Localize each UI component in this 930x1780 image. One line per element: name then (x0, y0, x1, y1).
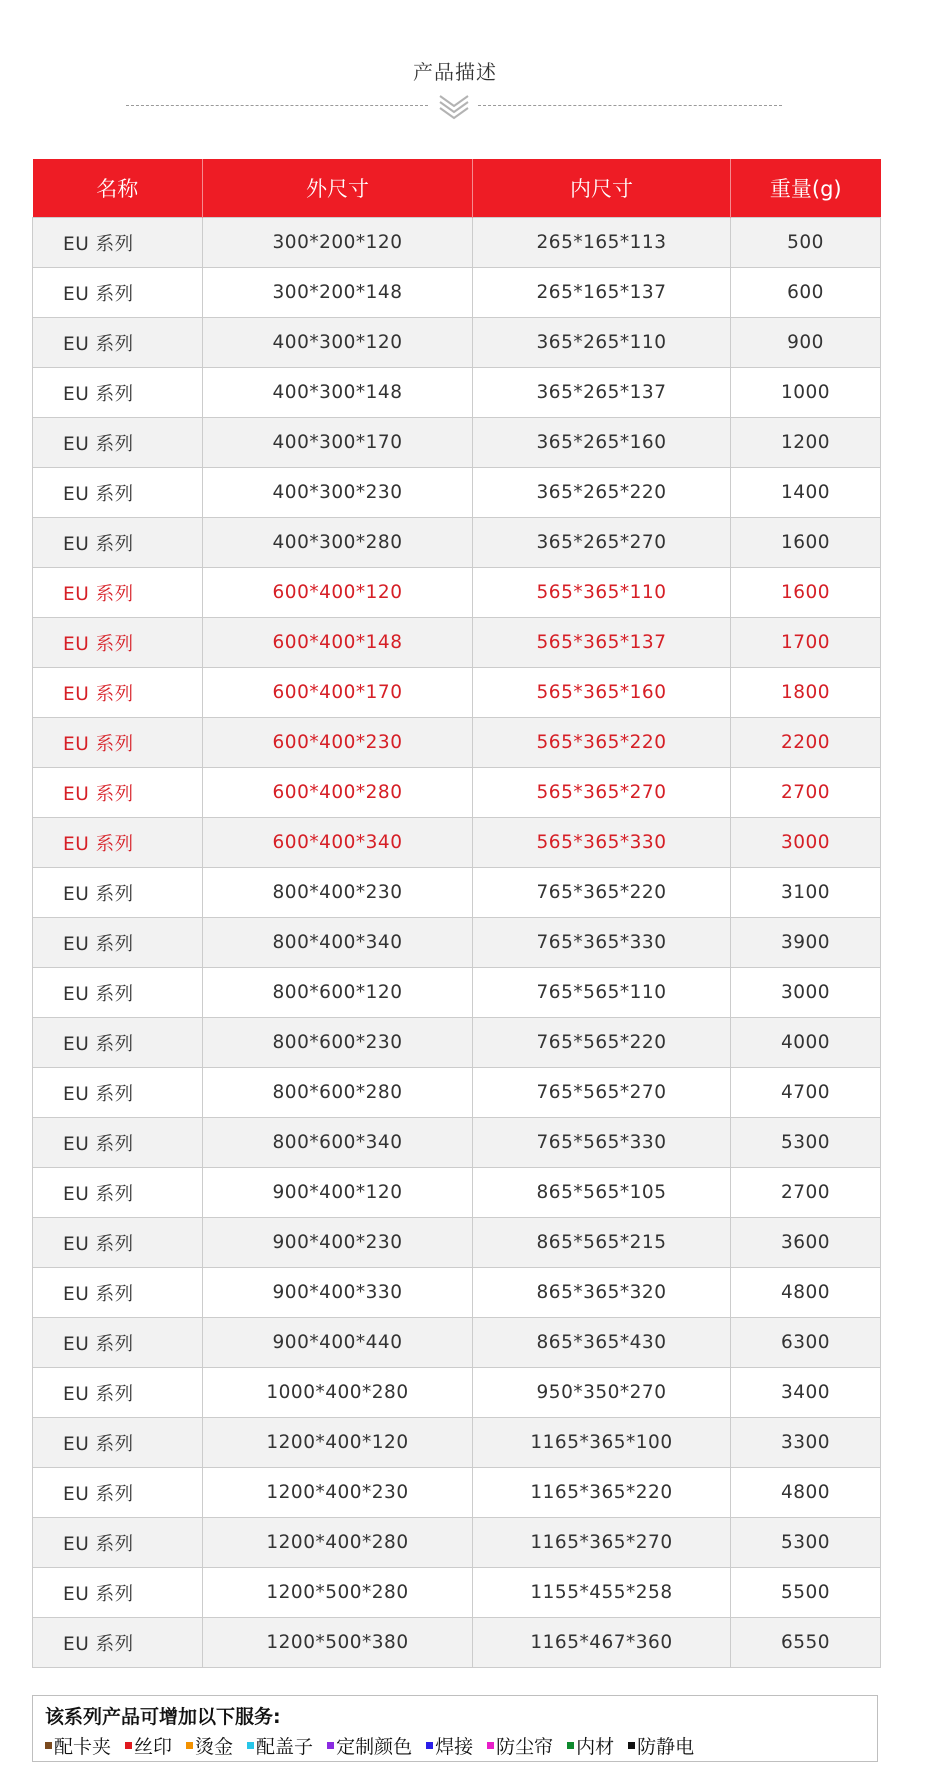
cell-weight: 4800 (731, 1268, 881, 1318)
square-bullet-icon (487, 1742, 494, 1749)
cell-name: EU 系列 (33, 1568, 203, 1618)
cell-inner-size: 565*365*160 (473, 668, 731, 718)
cell-name: EU 系列 (33, 1518, 203, 1568)
cell-outer-size: 900*400*120 (203, 1168, 473, 1218)
cell-inner-size: 565*365*110 (473, 568, 731, 618)
cell-outer-size: 600*400*230 (203, 718, 473, 768)
cell-outer-size: 1200*500*380 (203, 1618, 473, 1668)
cell-name: EU 系列 (33, 1418, 203, 1468)
square-bullet-icon (327, 1742, 334, 1749)
cell-outer-size: 400*300*230 (203, 468, 473, 518)
square-bullet-icon (628, 1742, 635, 1749)
cell-outer-size: 400*300*170 (203, 418, 473, 468)
cell-outer-size: 300*200*148 (203, 268, 473, 318)
cell-weight: 3000 (731, 818, 881, 868)
cell-weight: 5300 (731, 1118, 881, 1168)
cell-weight: 2700 (731, 768, 881, 818)
cell-inner-size: 365*265*110 (473, 318, 731, 368)
cell-name: EU 系列 (33, 1168, 203, 1218)
table-row (33, 918, 881, 968)
cell-weight: 900 (731, 318, 881, 368)
cell-inner-size: 265*165*137 (473, 268, 731, 318)
cell-weight: 3900 (731, 918, 881, 968)
cell-weight: 600 (731, 268, 881, 318)
square-bullet-icon (426, 1742, 433, 1749)
cell-inner-size: 1165*365*100 (473, 1418, 731, 1468)
table-row (33, 1018, 881, 1068)
table-row (33, 968, 881, 1018)
cell-weight: 4800 (731, 1468, 881, 1518)
column-header-name: 名称 (33, 159, 203, 218)
cell-weight: 3000 (731, 968, 881, 1018)
cell-inner-size: 865*365*320 (473, 1268, 731, 1318)
cell-name: EU 系列 (33, 818, 203, 868)
cell-name: EU 系列 (33, 1618, 203, 1668)
cell-name: EU 系列 (33, 1018, 203, 1068)
cell-weight: 4700 (731, 1068, 881, 1118)
cell-inner-size: 765*565*270 (473, 1068, 731, 1118)
service-item (426, 1732, 473, 1759)
cell-weight: 4000 (731, 1018, 881, 1068)
cell-outer-size: 900*400*230 (203, 1218, 473, 1268)
cell-name: EU 系列 (33, 768, 203, 818)
cell-inner-size: 1155*455*258 (473, 1568, 731, 1618)
cell-inner-size: 565*365*137 (473, 618, 731, 668)
table-row (33, 318, 881, 368)
square-bullet-icon (186, 1742, 193, 1749)
table-row (33, 1568, 881, 1618)
cell-weight: 3600 (731, 1218, 881, 1268)
cell-outer-size: 600*400*280 (203, 768, 473, 818)
cell-outer-size: 600*400*170 (203, 668, 473, 718)
service-label: 防静电 (637, 1736, 695, 1758)
cell-weight: 3300 (731, 1418, 881, 1468)
cell-name: EU 系列 (33, 368, 203, 418)
cell-name: EU 系列 (33, 918, 203, 968)
table-row (33, 1218, 881, 1268)
cell-outer-size: 1200*400*280 (203, 1518, 473, 1568)
services-list (45, 1732, 694, 1759)
cell-inner-size: 765*565*330 (473, 1118, 731, 1168)
table-row (33, 518, 881, 568)
table-row (33, 1318, 881, 1368)
cell-name: EU 系列 (33, 668, 203, 718)
cell-weight: 1000 (731, 368, 881, 418)
cell-outer-size: 1000*400*280 (203, 1368, 473, 1418)
cell-inner-size: 950*350*270 (473, 1368, 731, 1418)
cell-outer-size: 1200*400*120 (203, 1418, 473, 1468)
cell-inner-size: 565*365*220 (473, 718, 731, 768)
cell-name: EU 系列 (33, 618, 203, 668)
table-row (33, 868, 881, 918)
service-label: 丝印 (134, 1736, 173, 1758)
table-row (33, 468, 881, 518)
table-row (33, 1468, 881, 1518)
service-item (327, 1732, 412, 1759)
table-row (33, 1618, 881, 1668)
service-label: 配卡夹 (54, 1736, 112, 1758)
service-item (628, 1732, 694, 1759)
cell-name: EU 系列 (33, 1118, 203, 1168)
cell-weight: 3400 (731, 1368, 881, 1418)
column-header-outer-size: 外尺寸 (203, 159, 473, 218)
service-item (487, 1732, 553, 1759)
service-label: 防尘帘 (496, 1736, 554, 1758)
cell-outer-size: 1200*500*280 (203, 1568, 473, 1618)
cell-weight: 3100 (731, 868, 881, 918)
cell-inner-size: 865*365*430 (473, 1318, 731, 1368)
cell-weight: 1200 (731, 418, 881, 468)
cell-weight: 1800 (731, 668, 881, 718)
square-bullet-icon (247, 1742, 254, 1749)
table-row (33, 1068, 881, 1118)
cell-outer-size: 900*400*440 (203, 1318, 473, 1368)
cell-inner-size: 1165*365*270 (473, 1518, 731, 1568)
cell-name: EU 系列 (33, 268, 203, 318)
table-body (33, 218, 881, 1668)
cell-outer-size: 300*200*120 (203, 218, 473, 268)
dashed-divider-right (478, 105, 782, 106)
cell-weight: 500 (731, 218, 881, 268)
table-row (33, 1268, 881, 1318)
cell-weight: 5500 (731, 1568, 881, 1618)
cell-inner-size: 265*165*113 (473, 218, 731, 268)
cell-name: EU 系列 (33, 718, 203, 768)
cell-inner-size: 865*565*105 (473, 1168, 731, 1218)
cell-outer-size: 400*300*280 (203, 518, 473, 568)
cell-outer-size: 600*400*340 (203, 818, 473, 868)
cell-outer-size: 1200*400*230 (203, 1468, 473, 1518)
cell-weight: 1400 (731, 468, 881, 518)
table-row (33, 718, 881, 768)
service-label: 配盖子 (256, 1736, 314, 1758)
service-item (247, 1732, 313, 1759)
cell-inner-size: 1165*365*220 (473, 1468, 731, 1518)
square-bullet-icon (45, 1742, 52, 1749)
table-row (33, 368, 881, 418)
cell-inner-size: 865*565*215 (473, 1218, 731, 1268)
cell-weight: 2200 (731, 718, 881, 768)
cell-name: EU 系列 (33, 1268, 203, 1318)
cell-name: EU 系列 (33, 968, 203, 1018)
cell-weight: 6550 (731, 1618, 881, 1668)
cell-outer-size: 600*400*120 (203, 568, 473, 618)
cell-inner-size: 365*265*137 (473, 368, 731, 418)
service-label: 定制颜色 (336, 1736, 413, 1758)
cell-name: EU 系列 (33, 468, 203, 518)
cell-name: EU 系列 (33, 418, 203, 468)
table-row (33, 1368, 881, 1418)
table-row (33, 218, 881, 268)
table-row (33, 768, 881, 818)
service-item (125, 1732, 172, 1759)
table-row (33, 1418, 881, 1468)
service-label: 内材 (576, 1736, 615, 1758)
column-header-inner-size: 内尺寸 (473, 159, 731, 218)
cell-inner-size: 765*365*330 (473, 918, 731, 968)
cell-name: EU 系列 (33, 318, 203, 368)
table-row (33, 1518, 881, 1568)
cell-name: EU 系列 (33, 1318, 203, 1368)
square-bullet-icon (125, 1742, 132, 1749)
cell-outer-size: 800*600*340 (203, 1118, 473, 1168)
cell-weight: 1600 (731, 518, 881, 568)
cell-outer-size: 800*600*230 (203, 1018, 473, 1068)
cell-outer-size: 600*400*148 (203, 618, 473, 668)
cell-outer-size: 900*400*330 (203, 1268, 473, 1318)
cell-weight: 1600 (731, 568, 881, 618)
cell-inner-size: 765*565*220 (473, 1018, 731, 1068)
table-row (33, 418, 881, 468)
page-header (0, 0, 930, 130)
cell-name: EU 系列 (33, 518, 203, 568)
table-row (33, 618, 881, 668)
double-chevron-down-icon (437, 90, 471, 122)
table-row (33, 568, 881, 618)
table-row (33, 1118, 881, 1168)
table-row (33, 1168, 881, 1218)
cell-outer-size: 800*400*230 (203, 868, 473, 918)
cell-inner-size: 365*265*220 (473, 468, 731, 518)
services-box (32, 1695, 878, 1762)
cell-outer-size: 800*400*340 (203, 918, 473, 968)
cell-inner-size: 365*265*160 (473, 418, 731, 468)
column-header-weight: 重量(g) (731, 159, 881, 218)
service-item (567, 1732, 614, 1759)
service-label: 焊接 (435, 1736, 474, 1758)
cell-weight: 5300 (731, 1518, 881, 1568)
page-title: 产品描述 (413, 60, 497, 84)
cell-outer-size: 400*300*120 (203, 318, 473, 368)
cell-inner-size: 565*365*270 (473, 768, 731, 818)
cell-weight: 2700 (731, 1168, 881, 1218)
services-title: 该系列产品可增加以下服务: (45, 1706, 281, 1728)
service-label: 烫金 (195, 1736, 234, 1758)
cell-inner-size: 765*365*220 (473, 868, 731, 918)
table-header-row (33, 159, 881, 218)
product-spec-table (32, 159, 881, 1668)
cell-outer-size: 800*600*120 (203, 968, 473, 1018)
cell-inner-size: 765*565*110 (473, 968, 731, 1018)
cell-name: EU 系列 (33, 1218, 203, 1268)
dashed-divider-left (126, 105, 428, 106)
table-row (33, 818, 881, 868)
cell-outer-size: 400*300*148 (203, 368, 473, 418)
cell-name: EU 系列 (33, 1368, 203, 1418)
cell-name: EU 系列 (33, 1468, 203, 1518)
cell-name: EU 系列 (33, 868, 203, 918)
service-item (45, 1732, 111, 1759)
cell-outer-size: 800*600*280 (203, 1068, 473, 1118)
cell-name: EU 系列 (33, 1068, 203, 1118)
service-item (186, 1732, 233, 1759)
table-row (33, 668, 881, 718)
cell-name: EU 系列 (33, 568, 203, 618)
square-bullet-icon (567, 1742, 574, 1749)
cell-inner-size: 365*265*270 (473, 518, 731, 568)
cell-inner-size: 565*365*330 (473, 818, 731, 868)
table-row (33, 268, 881, 318)
cell-name: EU 系列 (33, 218, 203, 268)
cell-weight: 1700 (731, 618, 881, 668)
cell-weight: 6300 (731, 1318, 881, 1368)
cell-inner-size: 1165*467*360 (473, 1618, 731, 1668)
